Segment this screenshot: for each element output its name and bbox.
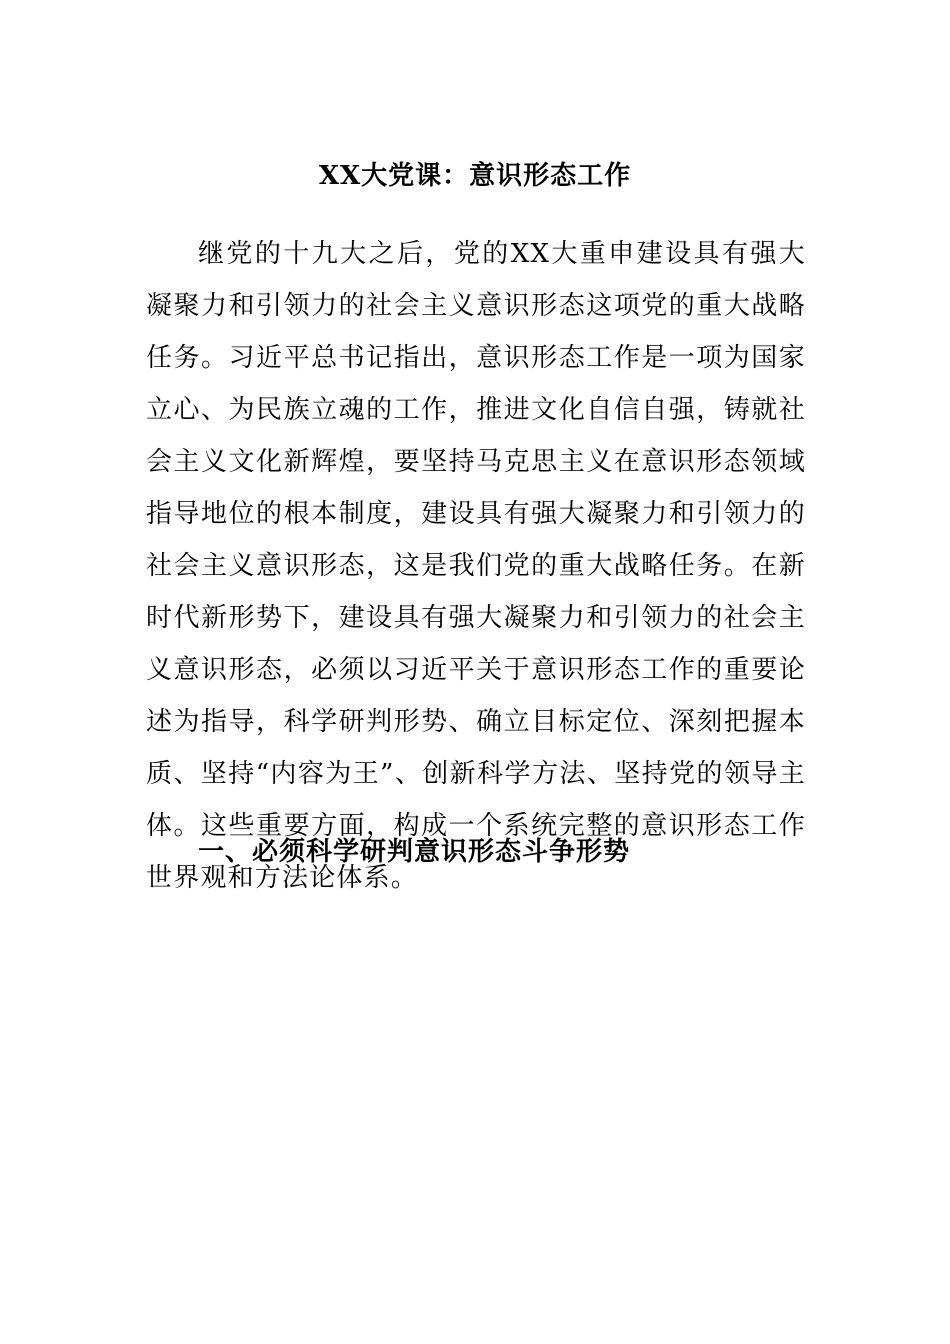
section-heading: 一、必须科学研判意识形态斗争形势 (198, 837, 631, 867)
document-title: XX大党课：意识形态工作 (318, 161, 632, 191)
body-paragraph: 继党的十九大之后，党的XX大重申建设具有强大凝聚力和引领力的社会主义意识形态这项党的重大战略任务。习近平总书记指出，意识形态工作是一项为国家立心、为民族立魂的工作，推进文化自信自强，铸就社会主义文化新辉煌，要坚持马克思主义在意识形态领域指导地位的根本制度，建设具有强大凝聚力和引领力的社会主义意识形态，这是我们党的重大战略任务。在新时代新形势下，建设具有强大凝聚力和引领力的社会主义意识形态，必须以习近平关于意识形态工作的重要论述为指导，科学研判形势、确立目标定位、深刻把握本质、坚持“内容为王”、创新科学方法、坚持党的领导主体。这些重要方面，构成一个系统完整的意识形态工作世界观和方法论体系。 (146, 239, 806, 893)
